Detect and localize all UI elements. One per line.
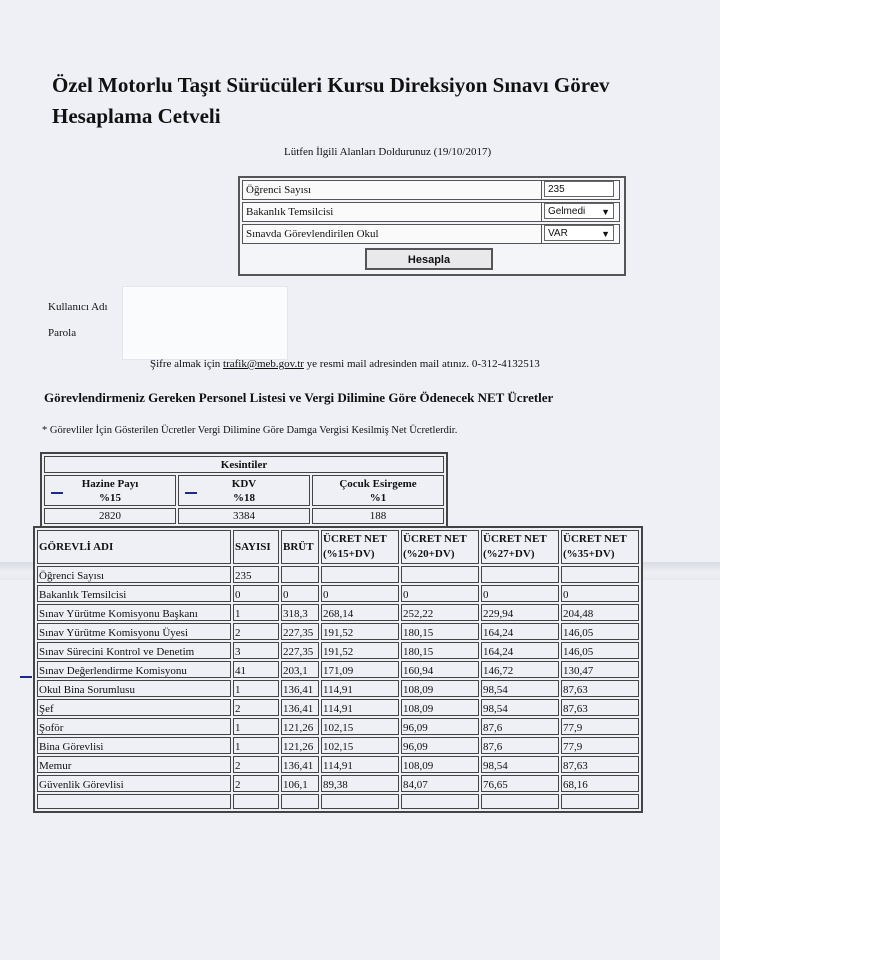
table-row — [37, 794, 639, 809]
column-header-line: ÜCRET NET — [323, 533, 387, 545]
table-row — [37, 566, 639, 583]
title-line-2: Hesaplama Cetveli — [52, 104, 221, 128]
table-cell: 227,35 — [281, 642, 319, 659]
table-cell: 114,91 — [321, 699, 399, 716]
column-header-line: (%15+DV) — [323, 548, 375, 560]
table-cell: 2 — [233, 756, 279, 773]
column-header — [481, 530, 559, 564]
table-row — [37, 585, 639, 602]
table-cell: 136,41 — [281, 699, 319, 716]
bakanlik-select-value: Gelmedi — [548, 206, 586, 217]
table-row — [37, 756, 639, 773]
calculation-form — [238, 176, 626, 276]
table-cell: 89,38 — [321, 775, 399, 792]
table-cell: 1 — [233, 718, 279, 735]
table-cell: 1 — [233, 737, 279, 754]
username-label: Kullanıcı Adı — [48, 301, 108, 313]
table-row — [37, 737, 639, 754]
deduction-name: KDV — [231, 477, 257, 490]
mail-suffix: ye resmi mail adresinden mail atınız. 0-312-4132513 — [303, 358, 540, 370]
subtitle: Lütfen İlgili Alanları Doldurunuz (19/10/2017) — [284, 146, 492, 158]
column-header-line: SAYISI — [235, 540, 271, 553]
table-cell: 191,52 — [321, 642, 399, 659]
table-cell: 41 — [233, 661, 279, 678]
column-header-line: BRÜT — [283, 540, 314, 553]
table-cell: 227,35 — [281, 623, 319, 640]
table-cell — [321, 566, 399, 583]
row-separator — [541, 203, 542, 221]
table-cell — [401, 566, 479, 583]
page-title — [52, 70, 610, 132]
mail-prefix: Şifre almak için — [150, 358, 224, 370]
table-cell: 171,09 — [321, 661, 399, 678]
table-cell: Güvenlik Görevlisi — [37, 775, 231, 792]
table-row — [37, 699, 639, 716]
chevron-down-icon: ▼ — [601, 207, 610, 217]
deduction-kdv — [178, 475, 310, 506]
personnel-table — [33, 526, 643, 813]
table-cell: 2 — [233, 699, 279, 716]
column-header — [281, 530, 319, 564]
bakanlik-row — [242, 202, 620, 222]
column-header-line: GÖREVLİ ADI — [39, 540, 114, 553]
column-header-line: (%20+DV) — [403, 548, 455, 560]
deduction-value: 188 — [312, 508, 444, 524]
table-cell: 146,05 — [561, 623, 639, 640]
table-cell: 0 — [401, 585, 479, 602]
table-cell: 98,54 — [481, 680, 559, 697]
table-cell: Sınav Yürütme Komisyonu Başkanı — [37, 604, 231, 621]
table-cell: 108,09 — [401, 699, 479, 716]
table-cell: 98,54 — [481, 699, 559, 716]
table-cell: 180,15 — [401, 642, 479, 659]
table-cell: 160,94 — [401, 661, 479, 678]
mail-link[interactable]: trafik@meb.gov.tr — [223, 358, 304, 370]
table-cell: 252,22 — [401, 604, 479, 621]
table-row — [37, 623, 639, 640]
table-cell: 1 — [233, 604, 279, 621]
pen-mark — [20, 676, 32, 678]
table-cell: 180,15 — [401, 623, 479, 640]
table-cell — [481, 794, 559, 809]
column-header-line: ÜCRET NET — [483, 533, 547, 545]
table-cell: 191,52 — [321, 623, 399, 640]
table-cell — [561, 566, 639, 583]
table-cell: 204,48 — [561, 604, 639, 621]
column-header — [233, 530, 279, 564]
table-cell: 77,9 — [561, 718, 639, 735]
table-cell: 146,72 — [481, 661, 559, 678]
column-header — [321, 530, 399, 564]
table-cell: 98,54 — [481, 756, 559, 773]
table-cell — [561, 794, 639, 809]
deduction-name: Hazine Payı — [81, 477, 139, 490]
okul-row — [242, 224, 620, 244]
row-separator — [541, 225, 542, 243]
table-cell: 102,15 — [321, 718, 399, 735]
table-cell: 108,09 — [401, 756, 479, 773]
table-cell: 1 — [233, 680, 279, 697]
table-cell: 268,14 — [321, 604, 399, 621]
okul-select-value: VAR — [548, 228, 568, 239]
table-cell: 87,6 — [481, 718, 559, 735]
table-cell: 121,26 — [281, 737, 319, 754]
table-row — [37, 642, 639, 659]
table-cell: 84,07 — [401, 775, 479, 792]
column-header-line: (%27+DV) — [483, 548, 535, 560]
table-cell: 164,24 — [481, 623, 559, 640]
table-cell: 164,24 — [481, 642, 559, 659]
deduction-name: Çocuk Esirgeme — [339, 477, 417, 490]
column-header — [561, 530, 639, 564]
table-cell: 96,09 — [401, 737, 479, 754]
table-cell: 130,47 — [561, 661, 639, 678]
title-line-1: Özel Motorlu Taşıt Sürücüleri Kursu Direksiyon Sınavı Görev — [52, 73, 610, 97]
column-header — [37, 530, 231, 564]
table-cell: Sınav Sürecini Kontrol ve Denetim — [37, 642, 231, 659]
table-cell: 203,1 — [281, 661, 319, 678]
table-row — [37, 775, 639, 792]
table-cell — [233, 794, 279, 809]
table-cell: 0 — [481, 585, 559, 602]
table-cell: 136,41 — [281, 680, 319, 697]
table-cell: 87,63 — [561, 680, 639, 697]
table-row — [37, 718, 639, 735]
ogrenci-row — [242, 180, 620, 200]
hesapla-button[interactable]: Hesapla — [365, 248, 493, 270]
table-cell: 87,6 — [481, 737, 559, 754]
table-cell: 2 — [233, 775, 279, 792]
login-input-area[interactable] — [122, 286, 288, 360]
table-row — [37, 661, 639, 678]
table-cell: 121,26 — [281, 718, 319, 735]
deduction-value: 2820 — [44, 508, 176, 524]
table-cell: 114,91 — [321, 680, 399, 697]
table-cell: Okul Bina Sorumlusu — [37, 680, 231, 697]
table-cell: 0 — [321, 585, 399, 602]
table-cell: 0 — [233, 585, 279, 602]
table-cell: 136,41 — [281, 756, 319, 773]
chevron-down-icon: ▼ — [601, 229, 610, 239]
table-cell — [281, 794, 319, 809]
table-cell: 108,09 — [401, 680, 479, 697]
table-cell: 76,65 — [481, 775, 559, 792]
pen-mark — [51, 492, 63, 494]
table-cell: Şoför — [37, 718, 231, 735]
okul-select[interactable] — [544, 225, 614, 241]
table-cell: 0 — [281, 585, 319, 602]
deduction-rate: %18 — [233, 491, 255, 504]
table-cell: 146,05 — [561, 642, 639, 659]
mail-instruction — [150, 358, 540, 370]
table-cell: 318,3 — [281, 604, 319, 621]
table-cell: Öğrenci Sayısı — [37, 566, 231, 583]
deductions-table — [40, 452, 448, 528]
password-label: Parola — [48, 327, 77, 339]
row-separator — [541, 181, 542, 199]
table-cell: Şef — [37, 699, 231, 716]
table-cell: 3 — [233, 642, 279, 659]
table-cell: Bakanlık Temsilcisi — [37, 585, 231, 602]
table-cell — [481, 566, 559, 583]
table-cell: 102,15 — [321, 737, 399, 754]
table-cell: 68,16 — [561, 775, 639, 792]
table-cell: Memur — [37, 756, 231, 773]
table-cell — [401, 794, 479, 809]
okul-label: Sınavda Görevlendirilen Okul — [246, 228, 379, 240]
table-cell: Sınav Değerlendirme Komisyonu — [37, 661, 231, 678]
table-cell: Bina Görevlisi — [37, 737, 231, 754]
login-labels — [48, 294, 108, 346]
table-cell — [281, 566, 319, 583]
table-row — [37, 604, 639, 621]
table-row — [37, 680, 639, 697]
table-cell: 87,63 — [561, 756, 639, 773]
column-header-line: (%35+DV) — [563, 548, 615, 560]
section-title: Görevlendirmeniz Gereken Personel Listesi ve Vergi Dilimine Göre Ödenecek NET Ücretler — [44, 390, 554, 405]
table-header-row — [37, 530, 639, 564]
table-cell — [37, 794, 231, 809]
column-header-line: ÜCRET NET — [403, 533, 467, 545]
deductions-header: Kesintiler — [44, 456, 444, 473]
table-cell: 77,9 — [561, 737, 639, 754]
column-header-line: ÜCRET NET — [563, 533, 627, 545]
deduction-rate: %15 — [99, 491, 121, 504]
table-cell: 87,63 — [561, 699, 639, 716]
table-cell: 2 — [233, 623, 279, 640]
bakanlik-label: Bakanlık Temsilcisi — [246, 206, 334, 218]
deduction-hazine — [44, 475, 176, 506]
bakanlik-select[interactable] — [544, 203, 614, 219]
table-cell: 229,94 — [481, 604, 559, 621]
table-cell: Sınav Yürütme Komisyonu Üyesi — [37, 623, 231, 640]
deduction-cocuk — [312, 475, 444, 506]
ogrenci-label: Öğrenci Sayısı — [246, 184, 312, 196]
table-cell — [321, 794, 399, 809]
deduction-value: 3384 — [178, 508, 310, 524]
deduction-rate: %1 — [369, 491, 387, 504]
table-cell: 0 — [561, 585, 639, 602]
table-cell: 96,09 — [401, 718, 479, 735]
note-text: * Görevliler İçin Gösterilen Ücretler Vergi Dilimine Göre Damga Vergisi Kesilmiş Net Ücretlerdir. — [42, 425, 458, 436]
column-header — [401, 530, 479, 564]
table-cell: 106,1 — [281, 775, 319, 792]
table-cell: 114,91 — [321, 756, 399, 773]
pen-mark — [185, 492, 197, 494]
ogrenci-input[interactable]: 235 — [544, 181, 614, 197]
table-cell: 235 — [233, 566, 279, 583]
